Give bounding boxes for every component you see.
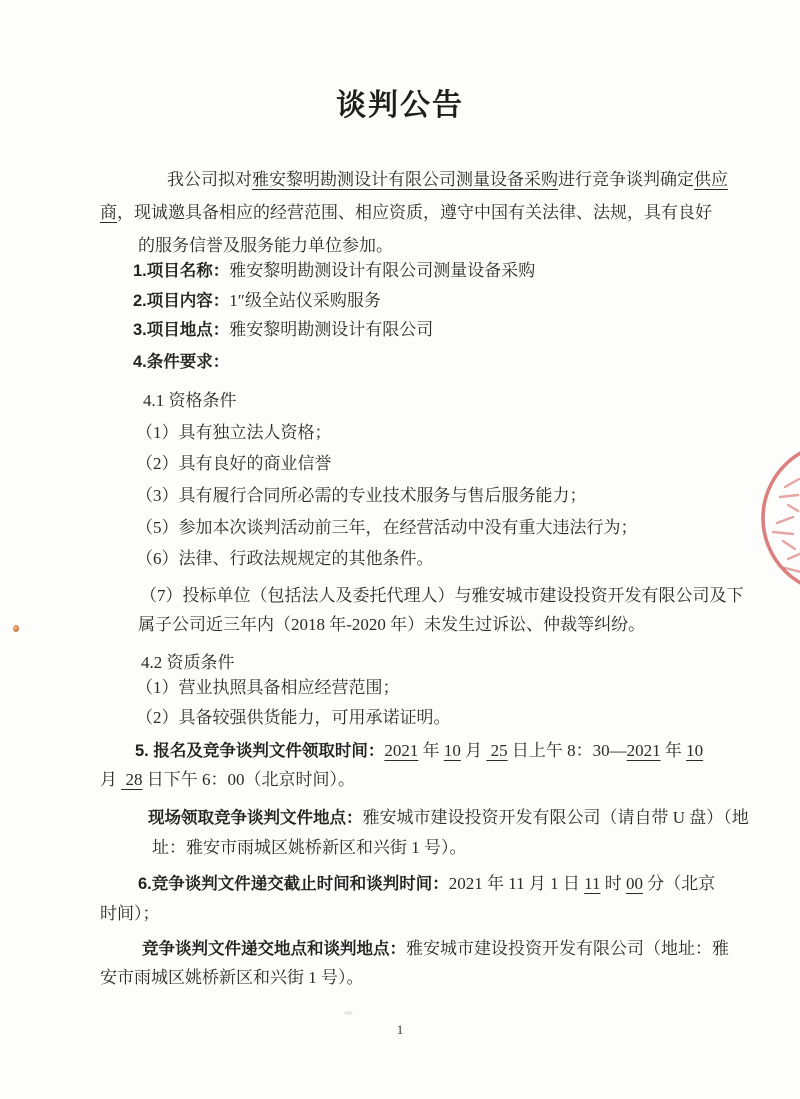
- registration-sep2: 月: [460, 741, 487, 760]
- deadline-sep: 时: [600, 874, 627, 893]
- submission-place-line-2: 安市雨城区姚桥新区和兴街 1 号）。: [100, 968, 364, 987]
- registration-line2-pre: 月: [100, 770, 122, 789]
- intro-supplier-part2: 商: [100, 203, 117, 222]
- intro-line-1: [167, 168, 728, 191]
- item-project-content: [133, 289, 381, 313]
- item-project-name: [133, 259, 535, 283]
- registration-time-label: 5. 报名及竞争谈判文件领取时间：: [135, 742, 385, 760]
- registration-time-line-2: [100, 768, 355, 791]
- qualification-item-7-line-2: 属子公司近三年内（2018 年-2020 年）未发生过诉讼、仲裁等纠纷。: [138, 615, 646, 634]
- pickup-place-line-1: [148, 806, 749, 830]
- registration-year1: 2021: [384, 741, 419, 760]
- submission-place-value-1: 雅安城市建设投资开发有限公司（地址：雅: [406, 939, 729, 958]
- deadline-line-2: 时间）；: [100, 904, 160, 923]
- item-project-content-label: 2.项目内容：: [133, 292, 230, 310]
- scan-smudge: [344, 1011, 353, 1015]
- qualification-item-1: （1）具有独立法人资格；: [136, 423, 332, 442]
- intro-project-underlined: 雅安黎明勘测设计有限公司测量设备采购: [252, 170, 558, 189]
- intro-line-2: [100, 201, 712, 224]
- pickup-place-line-2: 址：雅安市雨城区姚桥新区和兴街 1 号）。: [152, 838, 467, 857]
- registration-year2: 2021: [626, 741, 661, 760]
- credentials-item-1: （1）营业执照具备相应经营范围；: [136, 678, 400, 697]
- page-number: 1: [396, 1022, 404, 1037]
- registration-sep4: 年: [660, 741, 687, 760]
- qualification-item-6: （6）法律、行政法规规定的其他条件。: [136, 549, 434, 568]
- intro-mid: 进行竞争谈判确定: [558, 170, 694, 189]
- registration-time-line-1: [135, 739, 703, 763]
- intro-supplier-part1: 供应: [694, 170, 728, 189]
- deadline-hour: 11: [584, 874, 601, 893]
- submission-place-line-1: [142, 937, 729, 961]
- qualification-heading: 4.1 资格条件: [143, 391, 237, 410]
- item-project-location: [133, 318, 433, 342]
- intro-line-3: 的服务信誉及服务能力单位参加。: [138, 236, 393, 255]
- submission-place-label: 竞争谈判文件递交地点和谈判地点：: [142, 940, 406, 958]
- stamp-icon: [755, 435, 800, 600]
- intro-line2-rest: ，现诚邀具备相应的经营范围、相应资质，遵守中国有关法律、法规，具有良好: [117, 203, 712, 222]
- registration-sep1: 年: [418, 741, 444, 760]
- deadline-line-1: [138, 872, 715, 896]
- credentials-item-2: （2）具备较强供货能力，可用承诺证明。: [136, 708, 451, 727]
- qualification-item-2: （2）具有良好的商业信誉: [136, 454, 332, 473]
- page-title: 谈判公告: [336, 89, 464, 122]
- item-project-content-value: 1″级全站仪采购服务: [229, 291, 381, 310]
- item-conditions-label: 4.条件要求：: [133, 353, 230, 371]
- qualification-item-5: （5）参加本次谈判活动前三年，在经营活动中没有重大违法行为；: [136, 518, 638, 537]
- registration-line2-rest: 日下午 6：00（北京时间）。: [142, 770, 355, 789]
- intro-pre: 我公司拟对: [167, 170, 252, 189]
- ink-speck: [13, 625, 19, 632]
- pickup-place-value-1: 雅安城市建设投资开发有限公司（请自带 U 盘）（地: [362, 808, 749, 827]
- qualification-item-3: （3）具有履行合同所必需的专业技术服务与售后服务能力；: [136, 486, 587, 505]
- item-conditions: [133, 350, 229, 374]
- official-stamp: [755, 435, 800, 600]
- registration-day2: 28: [121, 770, 143, 789]
- item-project-location-value: 雅安黎明勘测设计有限公司: [229, 320, 434, 339]
- deadline-label: 6.竞争谈判文件递交截止时间和谈判时间：: [138, 875, 449, 893]
- item-project-location-label: 3.项目地点：: [133, 321, 230, 339]
- registration-month1: 10: [443, 741, 461, 760]
- credentials-heading: 4.2 资质条件: [141, 653, 235, 672]
- deadline-date: 2021 年 11 月 1 日: [448, 874, 585, 893]
- item-project-name-label: 1.项目名称：: [133, 262, 230, 280]
- registration-sep3: 日上午 8：30—: [507, 741, 627, 760]
- item-project-name-value: 雅安黎明勘测设计有限公司测量设备采购: [229, 261, 536, 280]
- deadline-rest: 分（北京: [643, 874, 716, 893]
- qualification-item-7-line-1: （7）投标单位（包括法人及委托代理人）与雅安城市建设投资开发有限公司及下: [140, 586, 744, 605]
- pickup-place-label: 现场领取竞争谈判文件地点：: [148, 809, 363, 827]
- registration-month2: 10: [686, 741, 704, 760]
- deadline-minute: 00: [626, 874, 644, 893]
- registration-day1: 25: [486, 741, 508, 760]
